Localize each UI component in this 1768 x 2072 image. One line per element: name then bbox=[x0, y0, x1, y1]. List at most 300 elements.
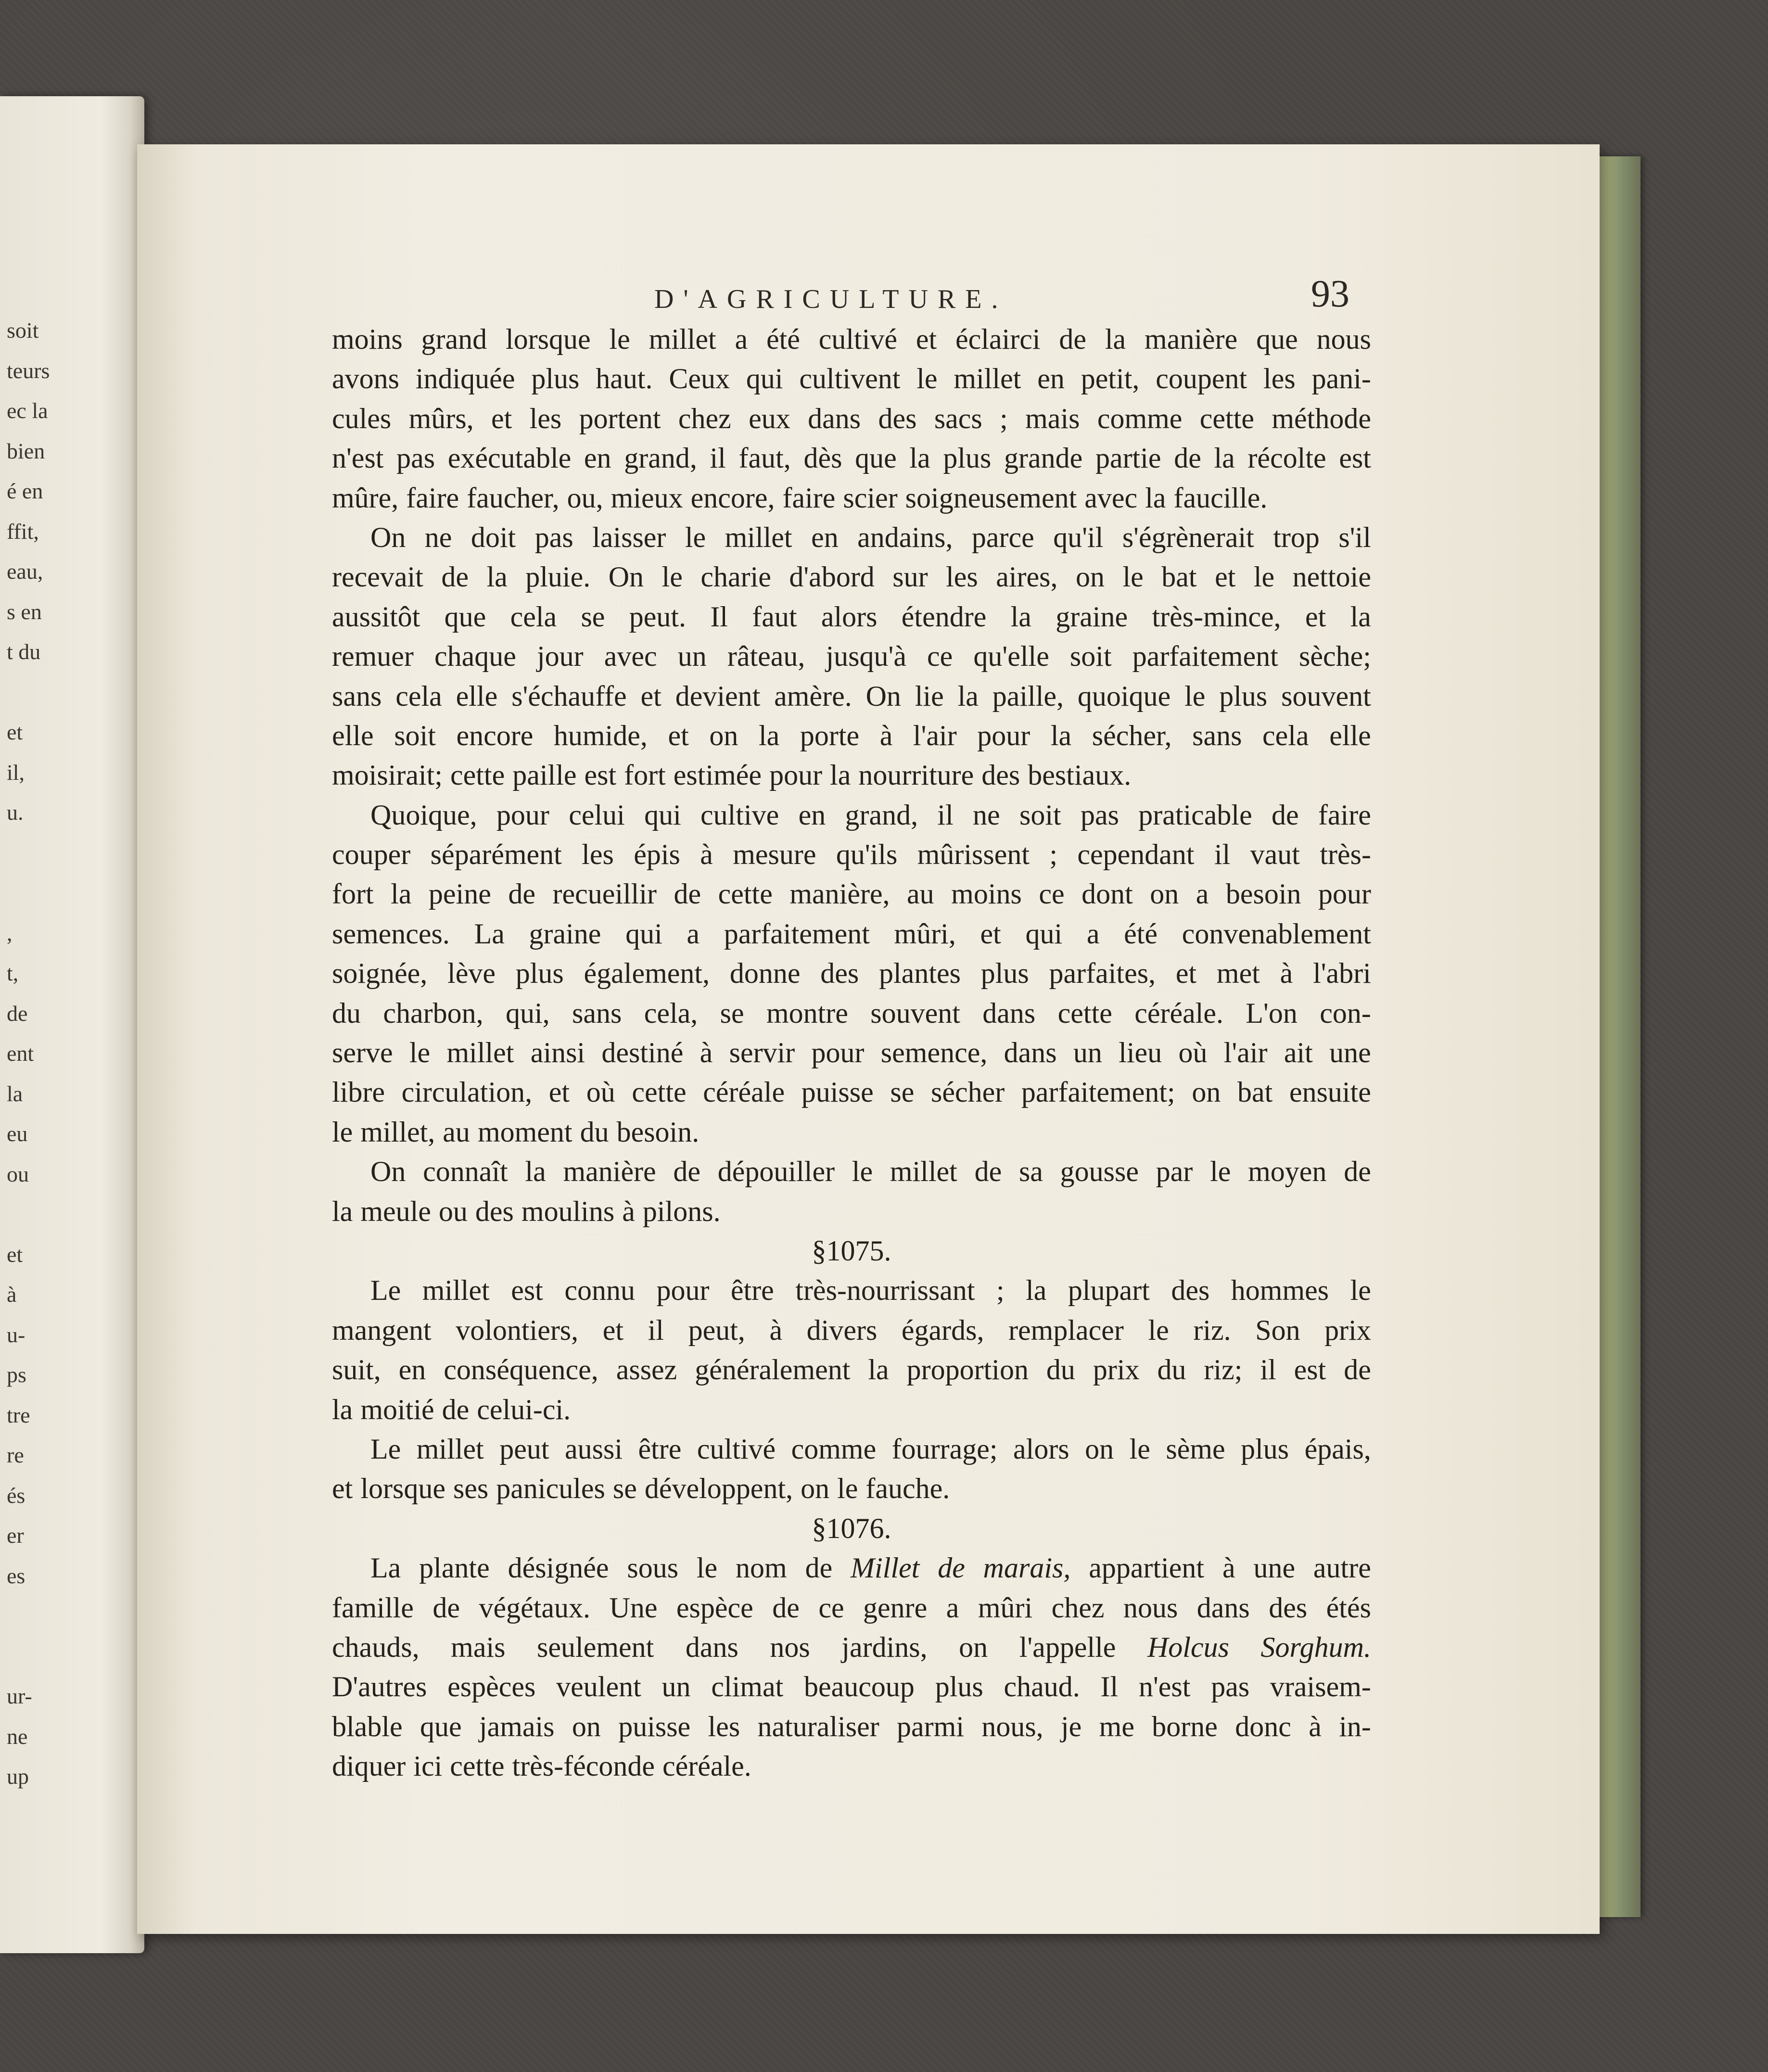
word: céréale. bbox=[662, 1750, 751, 1782]
word: de bbox=[1344, 1156, 1371, 1188]
word: en bbox=[811, 521, 839, 553]
word: jour bbox=[537, 640, 584, 673]
text-line bbox=[332, 597, 1371, 636]
word: puisse bbox=[618, 1710, 691, 1742]
word: ne bbox=[973, 799, 1000, 831]
word: par bbox=[1156, 1156, 1193, 1188]
word: une bbox=[1253, 1552, 1296, 1584]
text-line bbox=[332, 1152, 1371, 1191]
word: On bbox=[608, 561, 644, 593]
word: Il bbox=[710, 600, 728, 633]
left-page-fragment: ent bbox=[7, 1041, 34, 1066]
left-page-fragment: u- bbox=[7, 1322, 25, 1347]
word: lieu bbox=[1119, 1037, 1162, 1069]
word: de bbox=[1272, 799, 1299, 831]
word: il bbox=[1214, 839, 1231, 871]
word: cependant bbox=[1077, 839, 1195, 871]
word: qu'elle bbox=[973, 640, 1049, 673]
word: épis bbox=[634, 839, 680, 871]
word: lève bbox=[447, 957, 496, 990]
word: s'il bbox=[1338, 521, 1371, 553]
word: la bbox=[758, 719, 780, 751]
word: étendre bbox=[901, 600, 987, 633]
word: et bbox=[916, 323, 937, 355]
word: un bbox=[1073, 1037, 1102, 1069]
word: faucille. bbox=[1173, 482, 1268, 514]
word: peut, bbox=[688, 1314, 745, 1346]
word: con- bbox=[1320, 997, 1371, 1029]
word: a bbox=[735, 323, 748, 355]
word: moment bbox=[477, 1116, 572, 1148]
word: gousse bbox=[1060, 1156, 1139, 1188]
word: le bbox=[1253, 561, 1275, 593]
word: plus bbox=[935, 1671, 983, 1703]
word: autre bbox=[1313, 1552, 1371, 1584]
word: de bbox=[441, 561, 469, 593]
word: on bbox=[801, 1473, 830, 1505]
word: La bbox=[474, 917, 505, 950]
word: l'appelle bbox=[1019, 1631, 1116, 1663]
word: en bbox=[584, 442, 611, 474]
word: pour bbox=[1318, 878, 1371, 910]
word: pas bbox=[396, 442, 435, 474]
word: de bbox=[442, 1393, 470, 1425]
word: on bbox=[1150, 878, 1179, 910]
word: à bbox=[622, 1195, 635, 1227]
word: suit, bbox=[332, 1354, 381, 1386]
left-page-fragment: , bbox=[7, 920, 13, 945]
text-line bbox=[332, 557, 1371, 597]
text-line bbox=[332, 1112, 1371, 1152]
word: La bbox=[370, 1552, 401, 1584]
word: n'est bbox=[1138, 1671, 1191, 1703]
word: quoique bbox=[1077, 680, 1171, 712]
word: cules bbox=[332, 402, 392, 434]
word: et bbox=[548, 1076, 570, 1108]
word: Le bbox=[370, 1274, 401, 1307]
word: ce bbox=[818, 1591, 844, 1624]
word: mûri, bbox=[894, 917, 956, 950]
word: sur bbox=[892, 561, 928, 593]
word: être bbox=[730, 1274, 774, 1307]
word: ensuite bbox=[1289, 1076, 1371, 1108]
word: de bbox=[432, 1591, 460, 1624]
word: chez bbox=[1051, 1591, 1105, 1624]
word: chaque bbox=[434, 640, 516, 673]
word: marais, bbox=[983, 1552, 1071, 1584]
text-line bbox=[332, 795, 1371, 835]
word: que bbox=[855, 442, 897, 474]
word: moitié bbox=[360, 1393, 434, 1425]
text-line bbox=[332, 1667, 1371, 1706]
word: le bbox=[409, 1037, 431, 1069]
word: celui bbox=[569, 799, 625, 831]
word: servir bbox=[729, 1037, 795, 1069]
word: chez bbox=[678, 402, 731, 434]
word: besoin. bbox=[616, 1116, 700, 1148]
word: râteau, bbox=[727, 640, 805, 673]
word: nourriture bbox=[858, 759, 974, 791]
word: la bbox=[391, 878, 412, 910]
text-line bbox=[332, 914, 1371, 953]
word: diquer bbox=[332, 1750, 406, 1782]
text-line bbox=[332, 1509, 1371, 1548]
word: sème bbox=[1166, 1433, 1225, 1465]
word: famille bbox=[332, 1591, 414, 1624]
word: grand, bbox=[624, 442, 697, 474]
word: lie bbox=[915, 680, 944, 712]
word: le bbox=[1350, 1274, 1371, 1307]
word: elle bbox=[456, 680, 498, 712]
word: être bbox=[638, 1433, 682, 1465]
word: jardins, bbox=[841, 1631, 928, 1663]
word: cela bbox=[1262, 719, 1309, 751]
word: la bbox=[909, 442, 930, 474]
word: elle bbox=[1329, 719, 1371, 751]
word: où bbox=[586, 1076, 615, 1108]
word: des bbox=[475, 1195, 514, 1227]
word: récolte bbox=[1247, 442, 1326, 474]
word: riz. bbox=[1193, 1314, 1231, 1346]
word: peut. bbox=[629, 600, 687, 633]
word: mûre, bbox=[332, 482, 399, 514]
word: mûrissent bbox=[917, 839, 1030, 871]
word: et bbox=[980, 917, 1001, 950]
word: moulins bbox=[521, 1195, 615, 1227]
text-line bbox=[332, 1746, 1371, 1786]
word: Une bbox=[609, 1591, 658, 1624]
word: circulation, bbox=[401, 1076, 533, 1108]
word: millet bbox=[890, 1156, 957, 1188]
word: jusqu'à bbox=[826, 640, 906, 673]
word: à bbox=[1280, 957, 1293, 990]
word: cela bbox=[510, 600, 557, 633]
word: dont bbox=[1081, 878, 1133, 910]
word: serve bbox=[332, 1037, 393, 1069]
word: le bbox=[1122, 561, 1144, 593]
text-line bbox=[332, 1192, 1371, 1231]
word: cette bbox=[450, 1750, 505, 1782]
word: et bbox=[602, 1314, 624, 1346]
word: on bbox=[1192, 1076, 1221, 1108]
word: sans bbox=[1192, 719, 1242, 751]
left-page-fragment: ec la bbox=[7, 398, 48, 423]
word: charie bbox=[700, 561, 771, 593]
word: couper bbox=[332, 839, 411, 871]
word: peine bbox=[428, 878, 491, 910]
word: espèce bbox=[676, 1591, 753, 1624]
word: parce bbox=[971, 521, 1034, 553]
word: nous bbox=[1316, 323, 1371, 355]
word: la bbox=[868, 1354, 889, 1386]
word: le bbox=[332, 1116, 353, 1148]
word: bat bbox=[1237, 1076, 1273, 1108]
word: la bbox=[332, 1393, 353, 1425]
word: se bbox=[581, 600, 605, 633]
word: la bbox=[957, 680, 979, 712]
word: nous, bbox=[981, 1710, 1043, 1742]
word: millet bbox=[954, 363, 1021, 395]
left-page-fragment: et bbox=[7, 1242, 23, 1267]
word: des bbox=[878, 402, 917, 434]
word: dans bbox=[685, 1631, 738, 1663]
word: une bbox=[1329, 1037, 1371, 1069]
word: et bbox=[491, 402, 512, 434]
word: pour bbox=[769, 759, 823, 791]
word: mesure bbox=[733, 839, 816, 871]
word: faucher, bbox=[467, 482, 560, 514]
word: chaud. bbox=[1004, 1671, 1080, 1703]
word: charbon, bbox=[383, 997, 483, 1029]
word: cette bbox=[718, 878, 773, 910]
word: assez bbox=[616, 1354, 677, 1386]
left-page-fragment: bien bbox=[7, 438, 45, 463]
word: Quoique, bbox=[370, 799, 477, 831]
word: veulent bbox=[556, 1671, 641, 1703]
word: devient bbox=[675, 680, 761, 712]
text-line bbox=[332, 399, 1371, 438]
left-page-fragment: eau, bbox=[7, 559, 43, 584]
word: très-féconde bbox=[512, 1750, 655, 1782]
word: manière bbox=[1145, 323, 1238, 355]
word: et bbox=[668, 719, 689, 751]
word: sans bbox=[332, 680, 382, 712]
text-line bbox=[332, 1310, 1371, 1350]
left-page-fragment: és bbox=[7, 1483, 25, 1508]
left-page bbox=[0, 96, 144, 1953]
word: connu bbox=[564, 1274, 635, 1307]
word: doit bbox=[471, 521, 516, 553]
word: pas bbox=[1080, 799, 1119, 831]
text-line bbox=[332, 478, 1371, 518]
word: soit bbox=[1019, 799, 1061, 831]
word: Millet bbox=[851, 1552, 920, 1584]
word: plus bbox=[515, 957, 564, 990]
word: avec bbox=[1084, 482, 1138, 514]
word: genre bbox=[863, 1591, 928, 1624]
word: climat bbox=[711, 1671, 784, 1703]
word: également, bbox=[584, 957, 710, 990]
word: faire bbox=[406, 482, 459, 514]
word: graine bbox=[1056, 600, 1128, 633]
word: cultivé bbox=[818, 323, 898, 355]
word: 1076. bbox=[826, 1512, 891, 1544]
word: très-nourrissant bbox=[795, 1274, 975, 1307]
word: estimée bbox=[673, 759, 762, 791]
word: de bbox=[1344, 1354, 1371, 1386]
text-line bbox=[332, 1390, 1371, 1429]
word: souvent bbox=[1281, 680, 1371, 712]
text-line bbox=[332, 438, 1371, 478]
word: la bbox=[1350, 600, 1371, 633]
word: amère. bbox=[774, 680, 852, 712]
text-line bbox=[332, 518, 1371, 557]
word: l'abri bbox=[1313, 957, 1371, 990]
left-page-fragment: teurs bbox=[7, 358, 50, 383]
left-page-fragment: la bbox=[7, 1081, 23, 1106]
word: lorsque bbox=[360, 1473, 445, 1505]
word: très- bbox=[1320, 839, 1371, 871]
word: parfaitement bbox=[1132, 640, 1278, 673]
word: ainsi bbox=[530, 1037, 585, 1069]
word: petit, bbox=[1081, 363, 1140, 395]
word: on bbox=[959, 1631, 988, 1663]
word: du bbox=[1157, 1354, 1186, 1386]
word: n'est bbox=[332, 442, 384, 474]
word: pas bbox=[534, 521, 573, 553]
word: épais, bbox=[1304, 1433, 1371, 1465]
word: il bbox=[710, 442, 726, 474]
word: exécutable bbox=[447, 442, 572, 474]
word: soigneusement bbox=[905, 482, 1077, 514]
left-page-fragment: é en bbox=[7, 479, 43, 503]
word: cette bbox=[632, 1076, 687, 1108]
word: du bbox=[332, 997, 361, 1029]
word: faire bbox=[1318, 799, 1371, 831]
word: et bbox=[1215, 561, 1236, 593]
word: le bbox=[696, 1552, 718, 1584]
word: désignée bbox=[508, 1552, 609, 1584]
left-page-fragment: re bbox=[7, 1443, 24, 1467]
word: la bbox=[1026, 1274, 1047, 1307]
word: la bbox=[525, 1156, 546, 1188]
word: semences. bbox=[332, 917, 450, 950]
word: prix bbox=[1093, 1354, 1140, 1386]
word: Il bbox=[1100, 1671, 1119, 1703]
word: et bbox=[332, 1473, 353, 1505]
word: dans bbox=[808, 402, 861, 434]
word: ses bbox=[453, 1473, 489, 1505]
word: développent, bbox=[644, 1473, 793, 1505]
word: a bbox=[1086, 917, 1100, 950]
left-page-fragment: et bbox=[7, 720, 23, 744]
word: scier bbox=[843, 482, 898, 514]
word: aires, bbox=[996, 561, 1058, 593]
word: prix bbox=[1324, 1314, 1371, 1346]
word: meule bbox=[360, 1195, 431, 1227]
word: porte bbox=[800, 719, 860, 751]
word: les bbox=[946, 561, 978, 593]
word: manière bbox=[563, 1156, 656, 1188]
word: l'air bbox=[1223, 1037, 1268, 1069]
word: avons bbox=[332, 363, 399, 395]
word: moins bbox=[951, 878, 1022, 910]
text-line bbox=[332, 1469, 1371, 1508]
word: de bbox=[938, 1552, 965, 1584]
word: la bbox=[1214, 442, 1235, 474]
word: millet bbox=[725, 521, 792, 553]
word: conséquence, bbox=[444, 1354, 598, 1386]
word: mûri bbox=[978, 1591, 1033, 1624]
word: § bbox=[812, 1234, 827, 1267]
word: des bbox=[981, 759, 1020, 791]
word: dans bbox=[982, 997, 1036, 1029]
word: pilons. bbox=[642, 1195, 721, 1227]
word: bat bbox=[1161, 561, 1197, 593]
word: remplacer bbox=[1008, 1314, 1124, 1346]
word: moins bbox=[332, 323, 403, 355]
word: plus bbox=[1219, 680, 1268, 712]
text-line bbox=[332, 1072, 1371, 1112]
word: je bbox=[1061, 1710, 1082, 1742]
word: a bbox=[1196, 878, 1209, 910]
word: et bbox=[1175, 957, 1197, 990]
word: L'on bbox=[1246, 997, 1297, 1029]
word: soit bbox=[1069, 640, 1112, 673]
word: les bbox=[708, 1710, 740, 1742]
word: sacs bbox=[934, 402, 982, 434]
left-page-fragment: s en bbox=[7, 599, 42, 624]
word: me bbox=[1099, 1710, 1134, 1742]
word: de bbox=[508, 878, 535, 910]
word: plus bbox=[1241, 1433, 1289, 1465]
left-page-fragment: er bbox=[7, 1523, 24, 1548]
word: un bbox=[677, 640, 707, 673]
word: la bbox=[1010, 600, 1031, 633]
word: grand, bbox=[845, 799, 918, 831]
word: hommes bbox=[1231, 1274, 1329, 1307]
word: et bbox=[1305, 600, 1326, 633]
word: le bbox=[685, 521, 706, 553]
text-line bbox=[332, 1350, 1371, 1389]
left-page-fragment: t, bbox=[7, 961, 19, 985]
word: andains, bbox=[857, 521, 953, 553]
word: qui, bbox=[505, 997, 550, 1029]
word: le bbox=[1148, 1314, 1169, 1346]
word: nous bbox=[1123, 1591, 1178, 1624]
word: 1075. bbox=[826, 1234, 891, 1267]
word: cette bbox=[450, 759, 505, 791]
word: les bbox=[529, 402, 562, 434]
text-line bbox=[332, 953, 1371, 993]
word: des bbox=[1171, 1274, 1210, 1307]
word: dépouiller bbox=[717, 1156, 835, 1188]
word: connaît bbox=[423, 1156, 508, 1188]
word: de bbox=[673, 1156, 701, 1188]
word: de bbox=[674, 878, 701, 910]
word: panicules bbox=[496, 1473, 605, 1505]
left-page-fragment: ne bbox=[7, 1724, 28, 1749]
left-page-fragment: il, bbox=[7, 760, 25, 785]
word: a bbox=[687, 917, 700, 950]
word: celui-ci. bbox=[477, 1393, 571, 1425]
text-line bbox=[332, 874, 1371, 914]
word: parfaites, bbox=[1049, 957, 1156, 990]
word: la bbox=[830, 759, 851, 791]
word: dans bbox=[1196, 1591, 1250, 1624]
word: moisirait; bbox=[332, 759, 443, 791]
word: faut bbox=[752, 600, 797, 633]
word: égards, bbox=[901, 1314, 984, 1346]
word: nom bbox=[736, 1552, 787, 1584]
word: plupart bbox=[1068, 1274, 1150, 1307]
word: qui bbox=[746, 363, 783, 395]
word: manière, bbox=[789, 878, 890, 910]
word: méthode bbox=[1272, 402, 1371, 434]
word: du bbox=[580, 1116, 609, 1148]
word: ne bbox=[424, 521, 452, 553]
word: ce bbox=[1039, 878, 1065, 910]
word: naturaliser bbox=[757, 1710, 879, 1742]
word: il bbox=[937, 799, 954, 831]
word: que bbox=[1256, 323, 1298, 355]
word: est bbox=[584, 759, 617, 791]
word: millet bbox=[416, 1433, 484, 1465]
word: qui bbox=[625, 917, 662, 950]
word: de bbox=[1174, 442, 1201, 474]
word: millet bbox=[422, 1274, 490, 1307]
page-number: 93 bbox=[1311, 273, 1349, 315]
